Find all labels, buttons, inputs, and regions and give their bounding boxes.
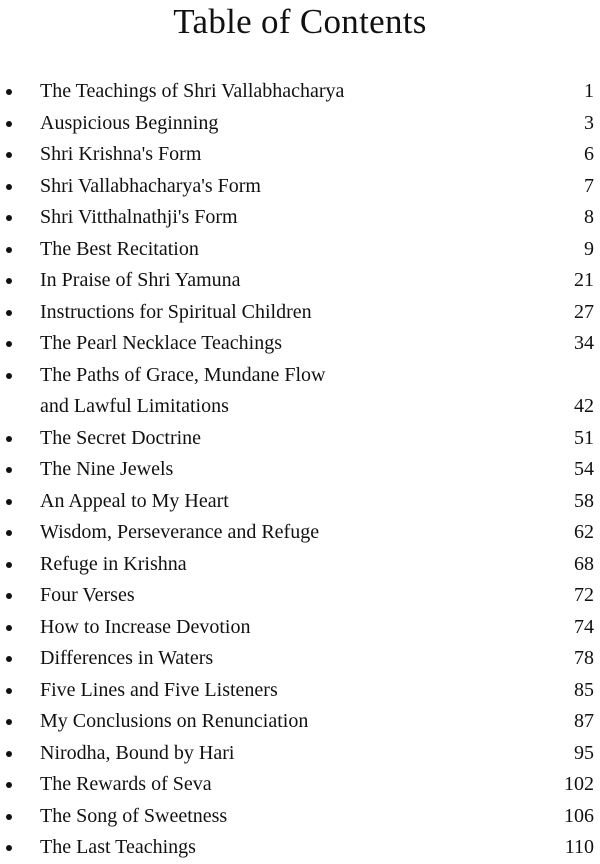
toc-entry — [0, 76, 600, 108]
toc-entry-page-number: 78 — [574, 647, 594, 669]
toc-entry — [0, 769, 600, 801]
toc-entry-title — [40, 139, 520, 171]
toc-entry-title-line: Refuge in Krishna — [40, 552, 187, 575]
toc-entry — [0, 612, 600, 644]
toc-entry-title — [40, 801, 520, 833]
toc-entry — [0, 738, 600, 770]
toc-entry — [0, 517, 600, 549]
toc-entry-page-number: 110 — [564, 836, 594, 858]
toc-entry-page-number: 42 — [574, 395, 594, 417]
toc-entry-page-number: 68 — [574, 552, 594, 575]
toc-entry-page-number: 85 — [574, 678, 594, 701]
toc-entry-page-number: 8 — [584, 206, 594, 228]
toc-entry-title-line: The Song of Sweetness — [40, 804, 228, 827]
bullet-icon — [6, 593, 12, 599]
toc-entry — [0, 706, 600, 738]
toc-entry — [0, 486, 600, 518]
toc-entry-title-line: Shri Vitthalnathji's Form — [40, 206, 238, 228]
toc-entry-title-line: The Pearl Necklace Teachings — [40, 332, 283, 354]
toc-entry — [0, 643, 600, 675]
toc-entry-page-number: 7 — [584, 174, 594, 197]
bullet-icon — [6, 530, 12, 536]
toc-entry — [0, 360, 600, 423]
toc-entry-title — [40, 234, 520, 266]
toc-entry-page-number: 27 — [574, 300, 594, 323]
toc-entry-title-line: Instructions for Spiritual Children — [40, 300, 312, 323]
toc-entry-title — [40, 580, 520, 612]
bullet-icon — [6, 562, 12, 568]
toc-entry-page-number: 21 — [574, 269, 594, 291]
toc-entry-title — [40, 832, 520, 864]
toc-entry — [0, 675, 600, 707]
bullet-icon — [6, 845, 12, 851]
toc-entry-title-line: My Conclusions on Renunciation — [40, 710, 309, 732]
toc-entry-page-number: 3 — [584, 111, 594, 134]
toc-entry — [0, 265, 600, 297]
toc-entry-title — [40, 738, 520, 770]
toc-entry-title-line: The Rewards of Seva — [40, 773, 212, 795]
bullet-icon — [6, 436, 12, 442]
toc-entry-page-number: 102 — [564, 773, 594, 795]
toc-entry — [0, 171, 600, 203]
toc-entry-page-number: 58 — [574, 489, 594, 512]
bullet-icon — [6, 89, 12, 95]
toc-entry-title-line: Four Verses — [40, 584, 135, 606]
toc-entry-page-number: 74 — [574, 615, 594, 638]
toc-entry-page-number: 1 — [584, 80, 594, 102]
bullet-icon — [6, 247, 12, 253]
bullet-icon — [6, 625, 12, 631]
bullet-icon — [6, 373, 12, 379]
toc-entry-title — [40, 643, 520, 675]
toc-entry — [0, 328, 600, 360]
toc-entry-title — [40, 202, 520, 234]
toc-entry — [0, 234, 600, 266]
toc-entry-page-number: 87 — [574, 710, 594, 732]
toc-entry-title-line: The Last Teachings — [40, 836, 196, 858]
toc-entry-page-number: 62 — [574, 521, 594, 543]
bullet-icon — [6, 184, 12, 190]
toc-entry-title-line: Differences in Waters — [40, 647, 214, 669]
toc-entry-page-number: 9 — [584, 237, 594, 260]
toc-entry — [0, 423, 600, 455]
toc-entry-title — [40, 171, 520, 203]
toc-entry — [0, 549, 600, 581]
toc-entry-page-number: 51 — [574, 426, 594, 449]
toc-entry — [0, 297, 600, 329]
toc-entry-title — [40, 328, 520, 360]
toc-entry-title — [40, 706, 520, 738]
toc-entry-title — [40, 612, 520, 644]
toc-entry-title-line: The Nine Jewels — [40, 458, 174, 480]
bullet-icon — [6, 341, 12, 347]
bullet-icon — [6, 499, 12, 505]
toc-entry — [0, 202, 600, 234]
toc-entry-title-line: An Appeal to My Heart — [40, 489, 229, 512]
toc-entry-title — [40, 265, 520, 297]
toc-entry-page-number: 72 — [574, 584, 594, 606]
toc-list — [0, 76, 600, 864]
bullet-icon — [6, 656, 12, 662]
page-title: Table of Contents — [173, 2, 427, 41]
toc-entry-page-number: 6 — [584, 143, 594, 165]
bullet-icon — [6, 688, 12, 694]
toc-entry-title-line: The Best Recitation — [40, 237, 199, 260]
toc-entry — [0, 108, 600, 140]
toc-entry-title-line: In Praise of Shri Yamuna — [40, 269, 241, 291]
toc-entry-title-line: Shri Krishna's Form — [40, 143, 202, 165]
toc-entry — [0, 832, 600, 864]
toc-entry-title-line: Nirodha, Bound by Hari — [40, 741, 235, 764]
toc-entry-title-line: and Lawful Limitations — [40, 395, 229, 417]
bullet-icon — [6, 310, 12, 316]
toc-entry-page-number: 106 — [564, 804, 594, 827]
toc-entry-title — [40, 549, 520, 581]
toc-entry-title-line: The Paths of Grace, Mundane Flow — [40, 363, 326, 386]
toc-entry-title-line: Auspicious Beginning — [40, 111, 219, 134]
toc-entry-title-line: The Secret Doctrine — [40, 426, 202, 449]
bullet-icon — [6, 278, 12, 284]
toc-entry — [0, 580, 600, 612]
toc-entry — [0, 454, 600, 486]
toc-entry-title-line: Shri Vallabhacharya's Form — [40, 174, 261, 197]
toc-entry-title — [40, 297, 520, 329]
bullet-icon — [6, 152, 12, 158]
toc-entry-page-number: 95 — [574, 741, 594, 764]
bullet-icon — [6, 121, 12, 127]
toc-entry-title — [40, 486, 520, 518]
toc-entry-title-line: Wisdom, Perseverance and Refuge — [40, 521, 320, 543]
toc-entry — [0, 801, 600, 833]
toc-entry-title — [40, 76, 520, 108]
toc-entry-page-number: 54 — [574, 458, 594, 480]
toc-entry-title — [40, 769, 520, 801]
bullet-icon — [6, 215, 12, 221]
toc-entry-page-number: 34 — [574, 332, 594, 354]
bullet-icon — [6, 814, 12, 820]
toc-entry-title — [40, 517, 520, 549]
toc-entry-title — [40, 360, 520, 423]
toc-entry-title — [40, 675, 520, 707]
toc-entry-title-line: The Teachings of Shri Vallabhacharya — [40, 80, 345, 102]
bullet-icon — [6, 751, 12, 757]
bullet-icon — [6, 719, 12, 725]
toc-entry-title — [40, 423, 520, 455]
bullet-icon — [6, 467, 12, 473]
toc-entry-title — [40, 108, 520, 140]
toc-entry-title-line: How to Increase Devotion — [40, 615, 251, 638]
toc-entry — [0, 139, 600, 171]
toc-entry-title-line: Five Lines and Five Listeners — [40, 678, 278, 701]
bullet-icon — [6, 782, 12, 788]
toc-entry-title — [40, 454, 520, 486]
